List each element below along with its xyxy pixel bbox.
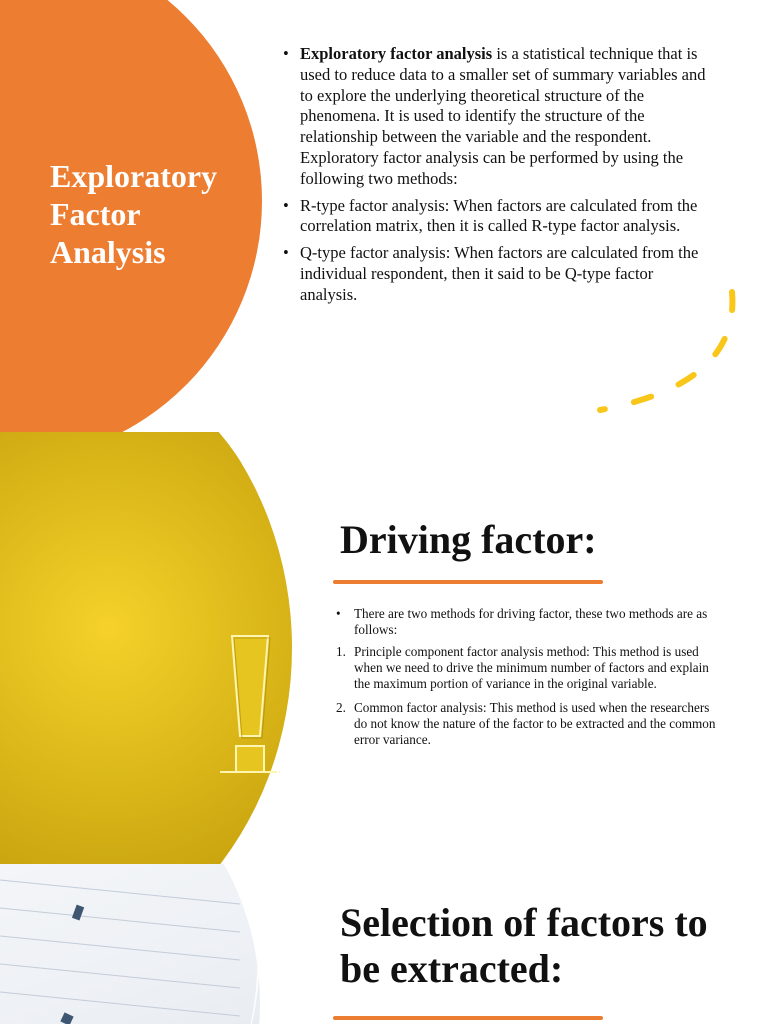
slide-selection-of-factors <box>0 864 768 1024</box>
bullet-item <box>283 44 713 190</box>
slide-title: Selection of factors to be extracted: <box>340 900 708 991</box>
slide-body <box>336 606 716 756</box>
title-underline <box>333 580 603 584</box>
slide-driving-factor <box>0 432 768 864</box>
dashed-arc-decoration <box>590 284 750 424</box>
slide-title: Exploratory Factor Analysis <box>50 158 218 270</box>
bullet-text: R-type factor analysis: When factors are calculated from the correlation matrix, then it is called R-type factor analysis. <box>300 195 698 236</box>
bullet-text: is a statistical technique that is used to reduce data to a smaller set of summary variables and to explore the underlying theoretical structure of the phenomena. It is used to identify the structure of the relationship between the variable and the respondent. Exploratory factor analysis can be performed by using the following two methods: <box>300 44 706 188</box>
bullet-text: Q-type factor analysis: When factors are calculated from the individual respondent, then it said to be Q-type factor analysis. <box>300 243 699 304</box>
bullet-text: There are two methods for driving factor, these two methods are as follows: <box>354 606 708 637</box>
bullet-icon: • <box>283 243 289 263</box>
bullet-icon: • <box>283 195 289 215</box>
bullet-icon: • <box>336 606 341 621</box>
white-arc-decoration <box>218 864 260 1024</box>
bullet-item <box>283 196 713 238</box>
bullet-icon: • <box>283 44 289 63</box>
numbered-item <box>336 700 716 748</box>
slide-title: Driving factor: <box>340 517 597 562</box>
item-text: Common factor analysis: This method is used when the researchers do not know the nature of the factor to be extracted and the common error variance. <box>354 700 716 747</box>
slide-body <box>283 44 713 312</box>
white-arc-decoration <box>0 432 300 864</box>
title-underline <box>333 1016 603 1020</box>
numbered-item <box>336 644 716 692</box>
item-text: Principle component factor analysis method: This method is used when we need to drive the minimum number of factors and explain the maximum portion of variance in the original variable. <box>354 644 709 691</box>
slide-exploratory-factor-analysis <box>0 0 768 432</box>
item-number: 2. <box>336 700 346 715</box>
bullet-bold-term: Exploratory factor analysis <box>300 44 493 63</box>
bullet-item <box>336 606 716 638</box>
item-number: 1. <box>336 644 346 659</box>
